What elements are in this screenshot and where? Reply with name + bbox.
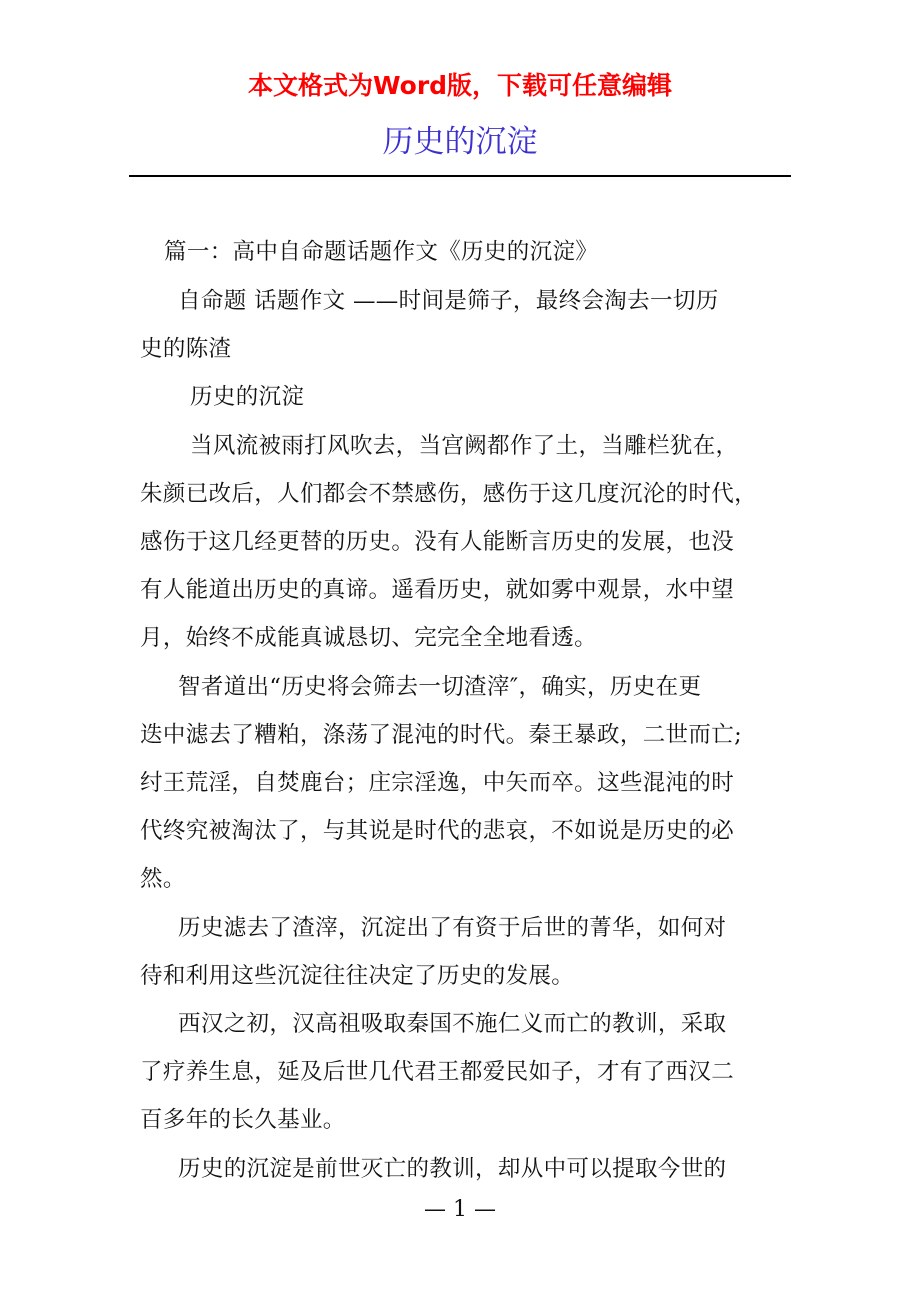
body-line-essay-title: 历史的沉淀 <box>190 384 305 410</box>
body-line: 代终究被淘汰了，与其说是时代的悲哀，不如说是历史的必 <box>140 818 735 844</box>
body-line: 西汉之初，汉高祖吸取秦国不施仁义而亡的教训，采取 <box>178 1011 727 1037</box>
body-line: 朱颜已改后，人们都会不禁感伤，感伤于这几度沉沦的时代， <box>140 481 757 507</box>
body-line: 纣王荒淫，自焚鹿台；庄宗淫逸，中矢而卒。这些混沌的时 <box>140 770 735 796</box>
body-line: 了疗养生息，延及后世几代君王都爱民如子，才有了西汉二 <box>140 1059 735 1085</box>
body-line: 月，始终不成能真诚恳切、完完全全地看透。 <box>140 625 598 651</box>
body-line: 当风流被雨打风吹去，当宫阙都作了土，当雕栏犹在， <box>190 433 739 459</box>
format-notice-banner: 本文格式为Word版，下载可任意编辑 <box>247 71 673 100</box>
title-divider <box>129 175 791 177</box>
body-line-essay-heading: 篇一：高中自命题话题作文《历史的沉淀》 <box>164 239 599 265</box>
body-line: 迭中滤去了糟粕，涤荡了混沌的时代。秦王暴政，二世而亡; <box>140 722 743 748</box>
body-line: 感伤于这几经更替的历史。没有人能断言历史的发展，也没 <box>140 529 735 555</box>
body-line: 历史滤去了渣滓，沉淀出了有资于后世的菁华，如何对 <box>178 915 727 941</box>
body-line: 然。 <box>140 866 186 892</box>
body-line-subtitle: 自命题 话题作文 ——时间是筛子，最终会淘去一切历 <box>178 288 719 314</box>
body-line: 智者道出“历史将会筛去一切渣滓″，确实，历史在更 <box>178 674 702 700</box>
body-line: 历史的沉淀是前世灭亡的教训，却从中可以提取今世的 <box>178 1156 727 1182</box>
document-title: 历史的沉淀 <box>382 124 538 160</box>
body-line: 待和利用这些沉淀往往决定了历史的发展。 <box>140 963 575 989</box>
page-number: — 1 — <box>424 1197 496 1222</box>
body-line: 百多年的长久基业。 <box>140 1107 346 1133</box>
body-line: 有人能道出历史的真谛。遥看历史，就如雾中观景，水中望 <box>140 577 735 603</box>
body-line: 史的陈渣 <box>140 336 232 362</box>
